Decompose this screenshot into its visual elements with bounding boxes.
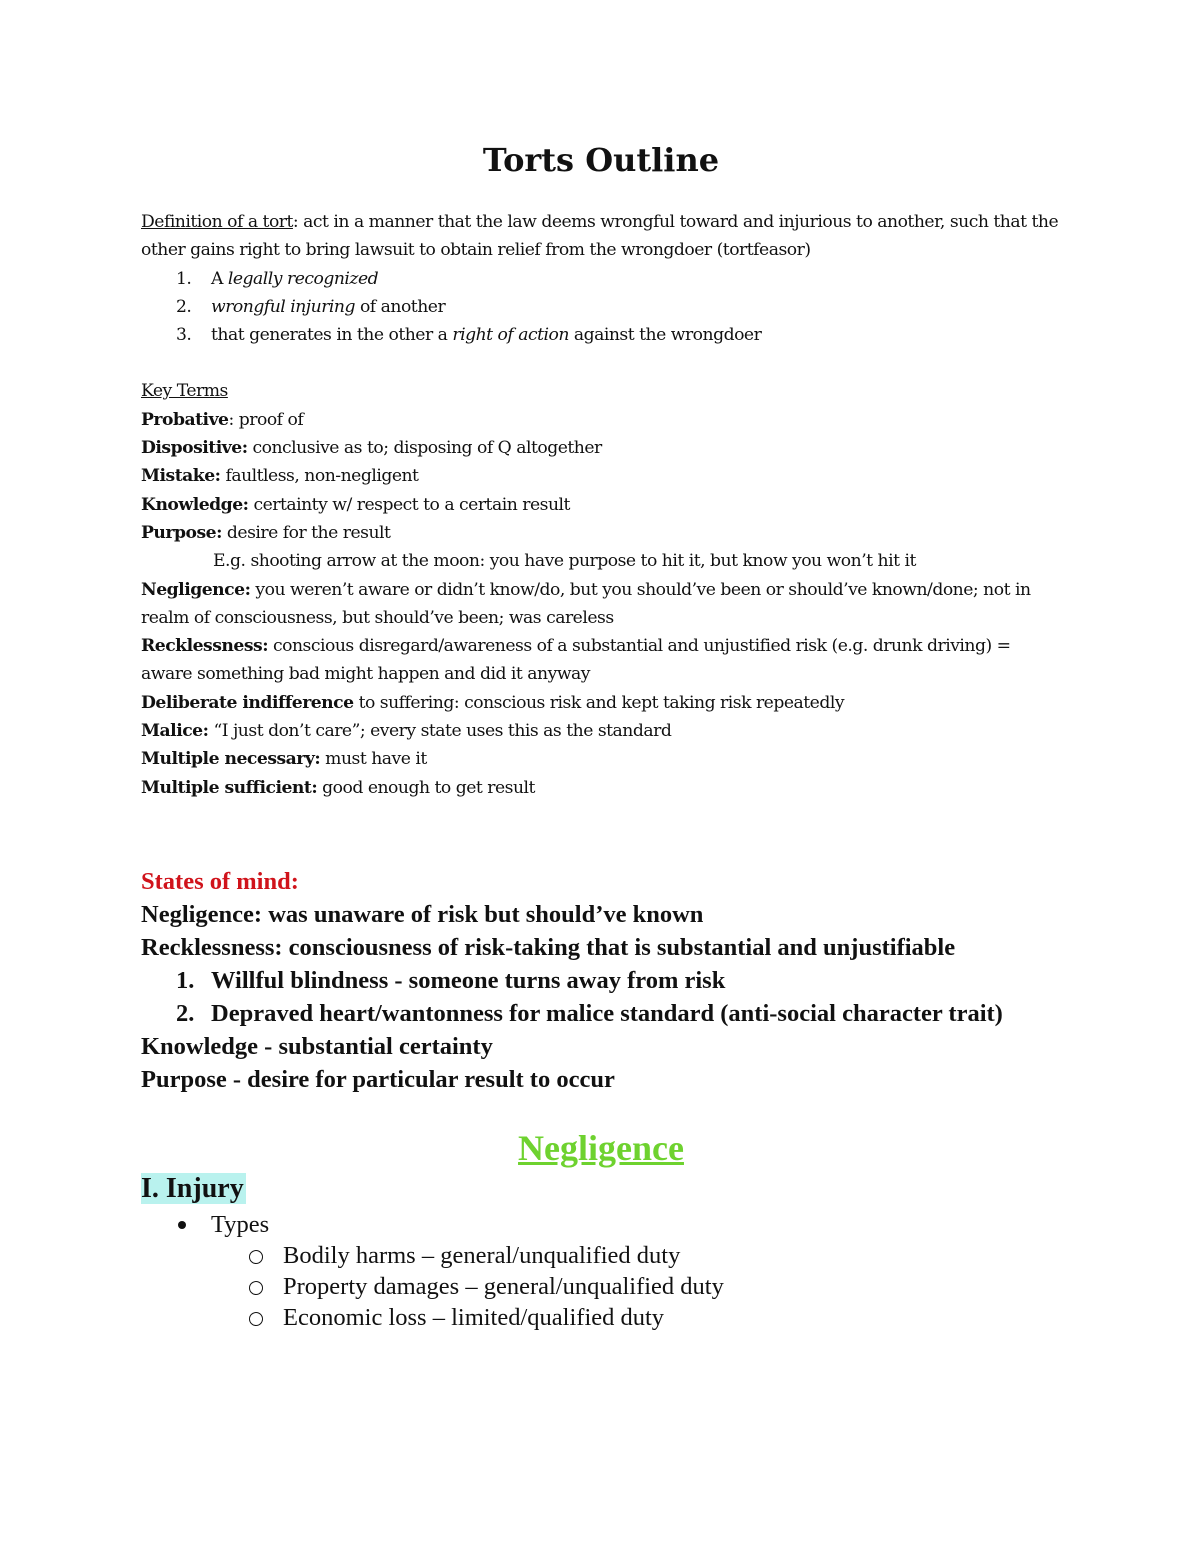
item-text: Willful blindness - someone turns away from risk xyxy=(211,966,726,994)
recklessness-item xyxy=(141,997,1061,1030)
item-text: Depraved heart/wantonness for malice standard (anti-social character trait) xyxy=(211,999,1003,1027)
key-term xyxy=(141,491,1061,519)
list-item xyxy=(141,1209,1061,1240)
list-item xyxy=(141,1271,1061,1302)
bullet-icon xyxy=(178,1221,186,1229)
term-label: Multiple necessary: xyxy=(141,749,321,770)
item-text: that generates in the other a xyxy=(211,325,453,346)
document-page xyxy=(141,138,1061,1333)
key-term xyxy=(141,434,1061,462)
term-label: Multiple sufficient: xyxy=(141,777,318,798)
term-definition: conclusive as to; disposing of Q altogether xyxy=(252,438,602,459)
term-definition: conscious disregard/awareness of a substantial and unjustified risk (e.g. drunk driving) = aware something bad might happen and did it anyway xyxy=(141,636,1011,685)
term-label: Dispositive: xyxy=(141,438,248,459)
list-number: 3. xyxy=(176,325,192,346)
term-label: Deliberate indifference xyxy=(141,692,354,713)
term-label: Knowledge: xyxy=(141,494,249,515)
term-definition: proof of xyxy=(238,409,304,430)
list-item xyxy=(141,1240,1061,1271)
term-definition: “I just don’t care”; every state uses this as the standard xyxy=(213,721,672,742)
term-label: Negligence: xyxy=(141,579,251,600)
key-term xyxy=(141,774,1061,802)
term-label: Recklessness: xyxy=(141,636,269,657)
term-definition: you weren’t aware or didn’t know/do, but you should’ve been or should’ve known/done; not in realm of consciousness, but should’ve been; was careless xyxy=(141,579,1031,628)
term-definition: certainty w/ respect to a certain result xyxy=(253,494,570,515)
term-definition: faultless, non-negligent xyxy=(225,466,419,487)
key-term xyxy=(141,406,1061,434)
list-item xyxy=(141,1302,1061,1333)
term-definition: good enough to get result xyxy=(322,777,535,798)
item-text: against the wrongdoer xyxy=(568,325,762,346)
item-text: Property damages – general/unqualified duty xyxy=(283,1272,724,1300)
list-number: 2. xyxy=(176,999,195,1027)
item-text: of another xyxy=(355,296,446,317)
state-negligence: Negligence: was unaware of risk but should’ve known xyxy=(141,900,704,928)
key-term xyxy=(141,717,1061,745)
key-term xyxy=(141,632,1061,689)
state-purpose: Purpose - desire for particular result to occur xyxy=(141,1065,615,1093)
list-number: 1. xyxy=(176,966,195,994)
term-separator: : xyxy=(228,409,239,430)
definition-paragraph xyxy=(141,208,1061,265)
term-definition: to suffering: conscious risk and kept taking risk repeatedly xyxy=(358,692,845,713)
item-text: A xyxy=(211,268,228,289)
item-text: Economic loss – limited/qualified duty xyxy=(283,1303,665,1331)
item-text: Bodily harms – general/unqualified duty xyxy=(283,1241,681,1269)
injury-heading: I. Injury xyxy=(141,1172,244,1204)
recklessness-item xyxy=(141,964,1061,997)
injury-section xyxy=(141,1172,1061,1209)
negligence-heading: Negligence xyxy=(518,1127,684,1168)
list-number: 1. xyxy=(176,268,192,289)
state-recklessness: Recklessness: consciousness of risk-taking that is substantial and unjustifiable xyxy=(141,933,956,961)
definition-text: : act in a manner that the law deems wrongful toward and injurious to another, such that the other gains right to bring lawsuit to obtain relief from the wrongdoer (tortfeasor) xyxy=(141,212,1059,261)
term-label: Mistake: xyxy=(141,466,221,487)
key-term xyxy=(141,519,1061,547)
states-of-mind-heading: States of mind: xyxy=(141,867,299,895)
hollow-bullet-icon xyxy=(249,1281,263,1295)
item-text: Types xyxy=(211,1210,270,1238)
purpose-example: E.g. shooting arrow at the moon: you have purpose to hit it, but know you won’t hit it xyxy=(213,551,916,572)
key-term xyxy=(141,745,1061,773)
item-emphasis: legally recognized xyxy=(227,268,379,289)
item-emphasis: right of action xyxy=(452,325,569,346)
definition-label: Definition of a tort xyxy=(141,212,293,232)
hollow-bullet-icon xyxy=(249,1312,263,1326)
key-terms-heading: Key Terms xyxy=(141,381,228,402)
hollow-bullet-icon xyxy=(249,1250,263,1264)
term-label: Probative xyxy=(141,409,229,430)
injury-list xyxy=(141,1209,1061,1333)
definition-item xyxy=(141,265,1061,293)
state-knowledge: Knowledge - substantial certainty xyxy=(141,1032,493,1060)
page-title: Torts Outline xyxy=(482,141,720,179)
recklessness-list xyxy=(141,964,1061,1030)
list-number: 2. xyxy=(176,296,192,317)
definition-list xyxy=(141,265,1061,350)
term-label: Purpose: xyxy=(141,522,222,543)
definition-item xyxy=(141,293,1061,321)
item-emphasis: wrongful injuring xyxy=(211,296,355,317)
key-term xyxy=(141,576,1061,633)
definition-item xyxy=(141,321,1061,349)
term-definition: desire for the result xyxy=(226,522,391,543)
term-label: Malice: xyxy=(141,721,209,742)
term-definition: must have it xyxy=(325,749,427,770)
key-term xyxy=(141,689,1061,717)
key-term xyxy=(141,462,1061,490)
